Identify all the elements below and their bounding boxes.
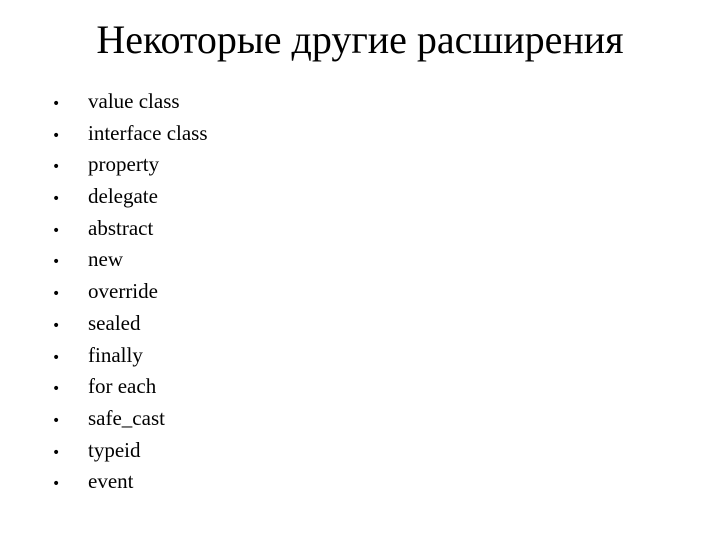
list-item <box>52 308 208 340</box>
list-item <box>52 435 208 467</box>
bullet-icon: • <box>52 381 61 398</box>
list-item-label: new <box>88 247 123 272</box>
list-item <box>52 149 208 181</box>
list-item <box>52 371 208 403</box>
list-item-label: delegate <box>88 184 158 209</box>
bullet-icon: • <box>52 159 61 176</box>
list-item <box>52 466 208 498</box>
list-item-label: for each <box>88 374 157 399</box>
list-item-label: safe_cast <box>88 405 165 430</box>
list-item <box>52 276 208 308</box>
bullet-icon: • <box>52 127 61 144</box>
bullet-icon: • <box>52 191 61 208</box>
bullet-icon: • <box>52 476 61 493</box>
bullet-icon: • <box>52 444 61 461</box>
list-item-label: property <box>88 152 160 177</box>
list-item-label: override <box>88 279 158 304</box>
bullet-list <box>52 86 208 498</box>
list-item-label: event <box>88 469 134 494</box>
list-item <box>52 213 208 245</box>
list-item-label: finally <box>88 342 143 367</box>
bullet-icon: • <box>52 222 61 239</box>
bullet-icon: • <box>52 412 61 429</box>
bullet-icon: • <box>52 254 61 271</box>
list-item <box>52 86 208 118</box>
list-item-label: typeid <box>88 437 141 462</box>
list-item <box>52 340 208 372</box>
bullet-icon: • <box>52 317 61 334</box>
slide-title: Некоторые другие расширения <box>96 17 624 62</box>
list-item <box>52 403 208 435</box>
list-item <box>52 118 208 150</box>
list-item-label: value class <box>88 89 180 113</box>
list-item-label: sealed <box>88 310 141 335</box>
list-item <box>52 181 208 213</box>
list-item <box>52 244 208 276</box>
bullet-icon: • <box>52 96 61 112</box>
list-item-label: abstract <box>88 215 154 240</box>
bullet-icon: • <box>52 349 61 366</box>
bullet-icon: • <box>52 286 61 303</box>
list-item-label: interface class <box>88 120 208 145</box>
